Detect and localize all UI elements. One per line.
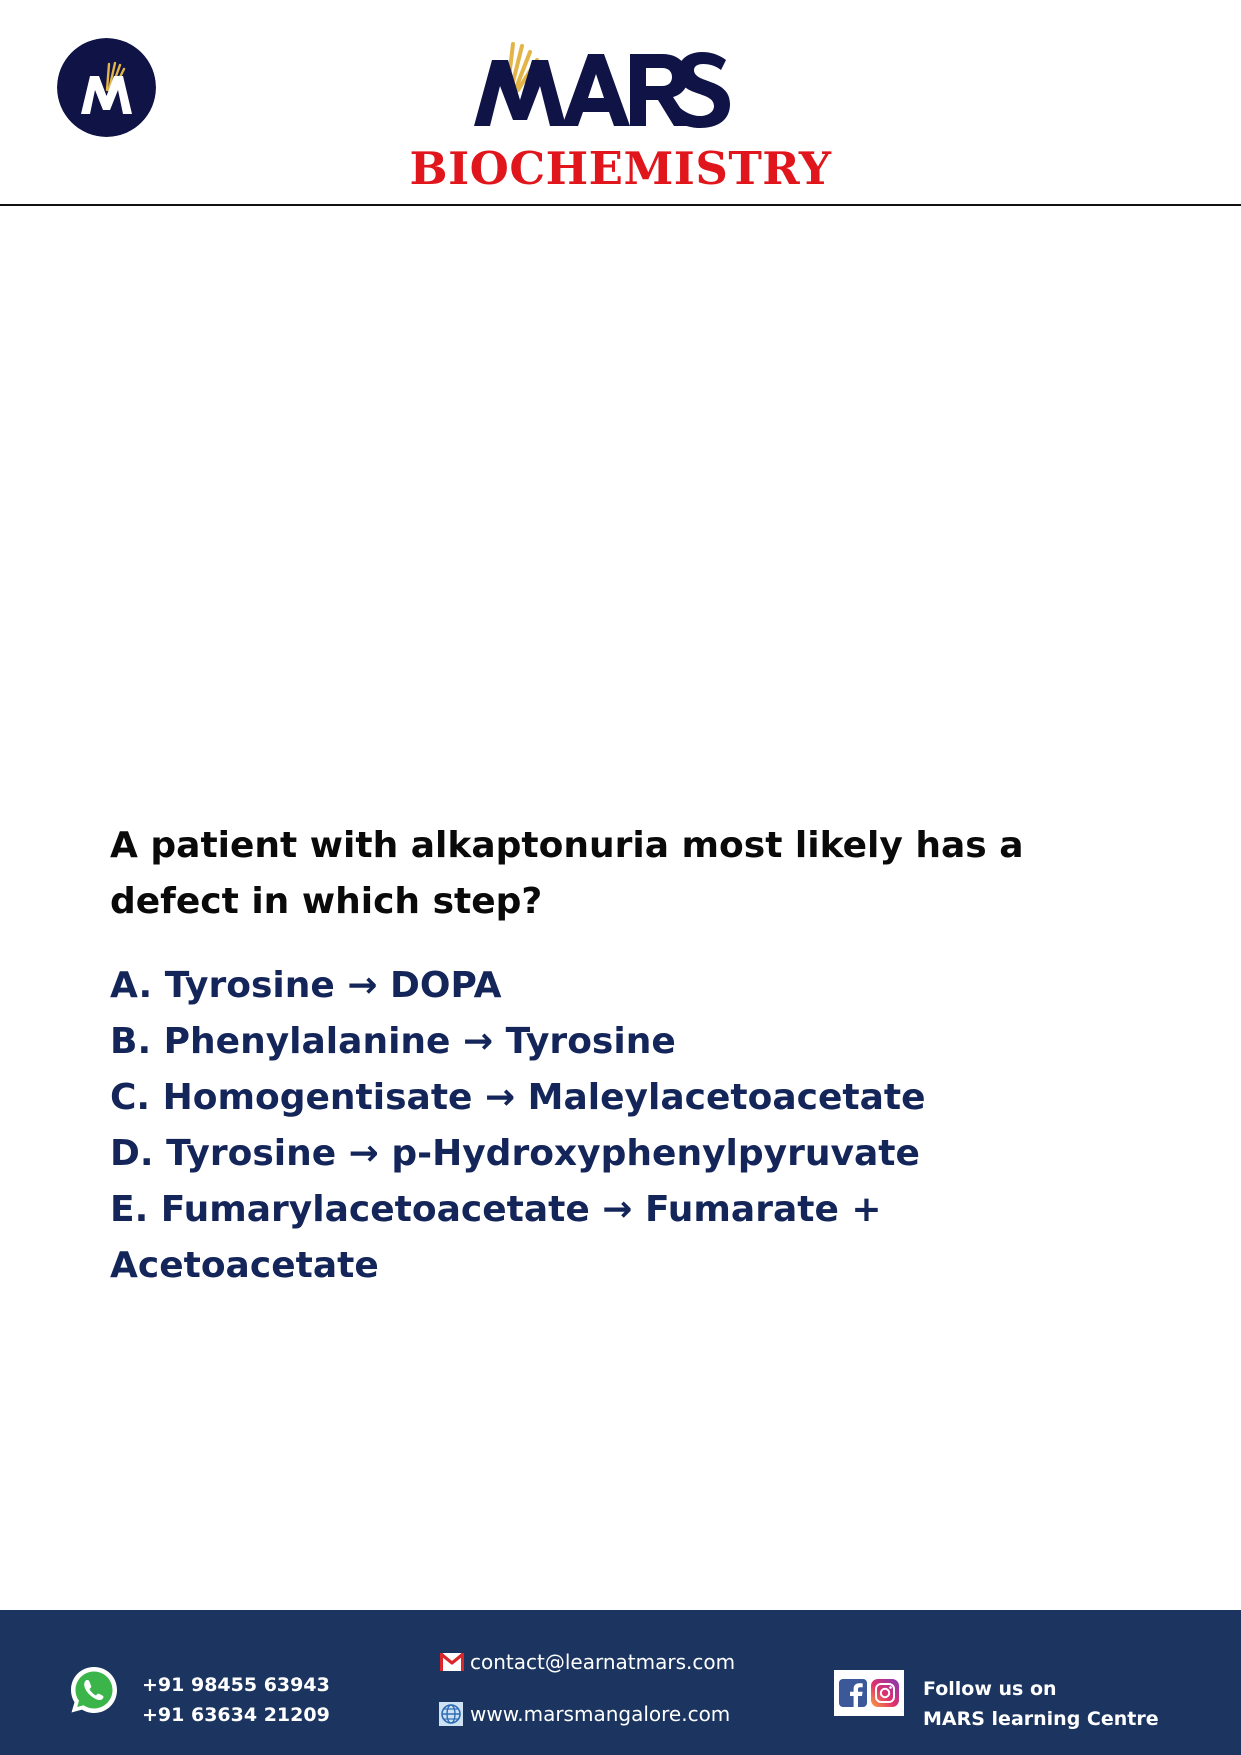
follow-line-2[interactable]: MARS learning Centre <box>923 1708 1159 1730</box>
email-link[interactable]: contact@learnatmars.com <box>470 1650 736 1674</box>
option-a: A. Tyrosine → DOPA <box>110 965 502 1006</box>
phone-number-1[interactable]: +91 98455 63943 <box>142 1674 330 1696</box>
social-icons <box>834 1670 904 1716</box>
website-link[interactable]: www.marsmangalore.com <box>470 1702 731 1726</box>
subject-title: BIOCHEMISTRY <box>409 142 832 195</box>
follow-us-text <box>923 1674 1159 1734</box>
phone-numbers <box>142 1670 330 1730</box>
mars-wordmark-logo <box>470 38 730 134</box>
mail-icon <box>440 1653 464 1671</box>
globe-icon <box>439 1702 463 1726</box>
option-e: E. Fumarylacetoacetate → Fumarate + Acetoacetate <box>110 1189 882 1286</box>
follow-line-1: Follow us on <box>923 1678 1057 1700</box>
mars-badge-logo <box>57 38 156 137</box>
instagram-icon[interactable] <box>871 1679 899 1707</box>
option-d: D. Tyrosine → p-Hydroxyphenylpyruvate <box>110 1133 920 1174</box>
page-header <box>0 0 1241 206</box>
option-c: C. Homogentisate → Maleylacetoacetate <box>110 1077 926 1118</box>
option-b: B. Phenylalanine → Tyrosine <box>110 1021 676 1062</box>
facebook-icon[interactable] <box>839 1679 867 1707</box>
answer-options <box>110 958 1110 1294</box>
page-footer <box>0 1610 1241 1755</box>
question-text: A patient with alkaptonuria most likely has a defect in which step? <box>110 825 1024 922</box>
phone-number-2[interactable]: +91 63634 21209 <box>142 1704 330 1726</box>
whatsapp-icon <box>68 1664 120 1716</box>
